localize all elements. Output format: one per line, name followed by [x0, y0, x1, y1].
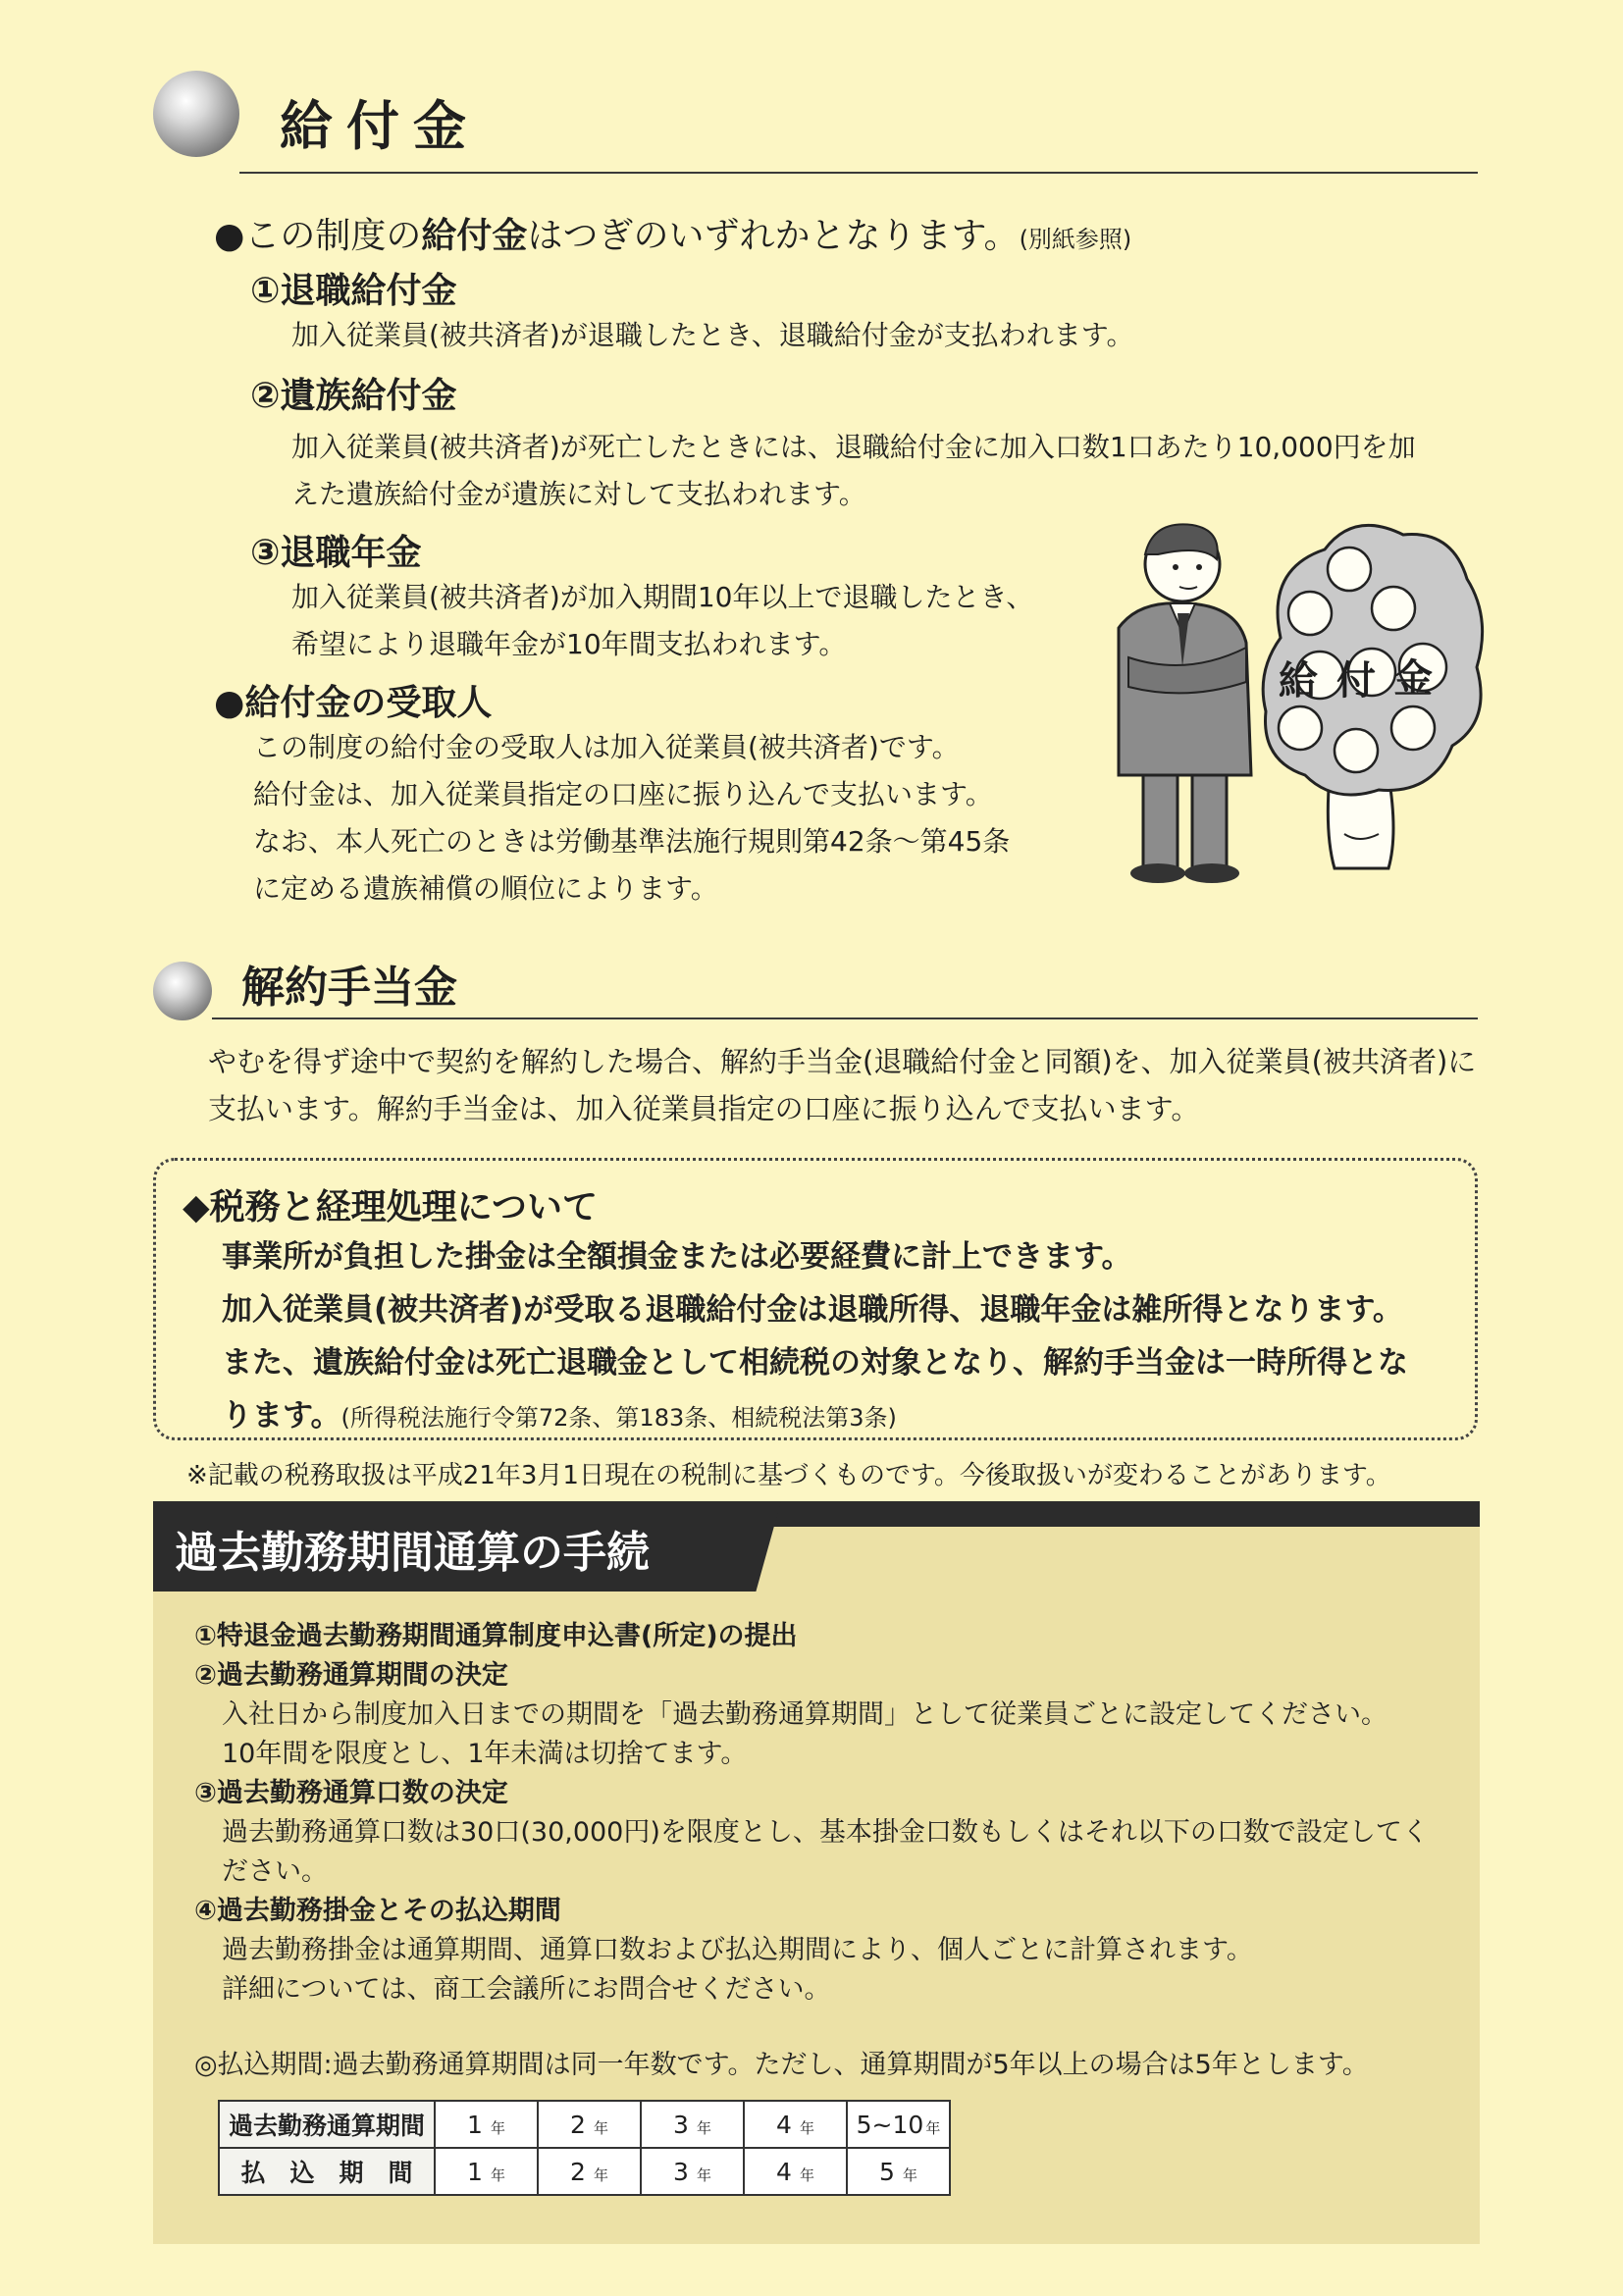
- tax-line: また、遺族給付金は死亡退職金として相続税の対象となり、解約手当金は一時所得とな: [222, 1345, 1408, 1381]
- step-title: ④過去勤務掛金とその払込期間: [194, 1896, 561, 1926]
- item-line: 希望により退職年金が10年間支払われます。: [291, 628, 847, 660]
- tax-line: 事業所が負担した掛金は全額損金または必要経費に計上できます。: [222, 1239, 1132, 1275]
- past-service-banner: [153, 1501, 1480, 1592]
- cancellation-rule: [212, 1018, 1478, 1019]
- tree-label-2: 付: [1336, 657, 1376, 704]
- item-line: 加入従業員(被共済者)が死亡したときには、退職給付金に加入口数1口あたり10,000円を加: [291, 431, 1416, 463]
- section-sphere-icon: [153, 71, 239, 157]
- recipient-line: この制度の給付金の受取人は加入従業員(被共済者)です。: [253, 731, 960, 763]
- tax-last-note: (所得税法施行令第72条、第183条、相続税法第3条): [340, 1404, 897, 1432]
- recipient-line: なお、本人死亡のときは労働基準法施行規則第42条〜第45条: [253, 825, 1011, 858]
- tree-label-3: 金: [1393, 655, 1433, 702]
- recipient-title: ●給付金の受取人: [214, 683, 493, 723]
- step-title: ②過去勤務通算期間の決定: [194, 1660, 508, 1691]
- banner-bar: [742, 1501, 1480, 1527]
- step-line: 入社日から制度加入日までの期間を「過去勤務通算期間」として従業員ごとに設定してください。: [222, 1699, 1387, 1730]
- payment-period-table: [218, 2100, 951, 2196]
- item-title-pension: ③退職年金: [250, 533, 422, 573]
- item-text-retirement: [291, 312, 1134, 359]
- item-line: 加入従業員(被共済者)が退職したとき、退職給付金が支払われます。: [291, 319, 1134, 351]
- table-cell: 1 年: [435, 2101, 538, 2148]
- benefits-heading: 給付金: [280, 95, 480, 157]
- step-title: ①特退金過去勤務期間通算制度申込書(所定)の提出: [194, 1621, 798, 1651]
- step-line: 詳細については、商工会議所にお問合せください。: [222, 1974, 831, 2005]
- intro-suffix: はつぎのいずれかとなります。: [527, 216, 1020, 256]
- table-row: [219, 2101, 950, 2148]
- intro-note: (別紙参照): [1019, 226, 1132, 253]
- recipient-text: [253, 724, 1010, 913]
- tax-last-main: ります。: [222, 1398, 341, 1434]
- recipient-line: に定める遺族補償の順位によります。: [253, 872, 718, 905]
- table-cell: 4 年: [744, 2148, 847, 2195]
- item-line: 加入従業員(被共済者)が加入期間10年以上で退職したとき、: [291, 581, 1034, 613]
- table-cell: 1 年: [435, 2148, 538, 2195]
- cancellation-heading: 解約手当金: [241, 963, 457, 1013]
- benefits-rule: [239, 172, 1478, 174]
- table-cell: 2 年: [538, 2148, 641, 2195]
- item-line: えた遺族給付金が遺族に対して支払われます。: [291, 478, 866, 510]
- banner-title: 過去勤務期間通算の手続: [175, 1528, 650, 1578]
- step-title: ③過去勤務通算口数の決定: [194, 1778, 508, 1808]
- benefits-intro: [214, 208, 1131, 258]
- tax-line: [222, 1389, 1408, 1444]
- tax-line: 加入従業員(被共済者)が受取る退職給付金は退職所得、退職年金は雑所得となります。: [222, 1292, 1403, 1328]
- section-sphere-icon: [153, 962, 212, 1020]
- tree-label-1: 給: [1279, 657, 1318, 704]
- table-cell: 3 年: [641, 2101, 744, 2148]
- intro-prefix: ●この制度の: [214, 216, 422, 256]
- past-service-steps: [194, 1617, 1429, 2009]
- cancellation-line: やむを得ず途中で契約を解約した場合、解約手当金(退職給付金と同額)を、加入従業員(被共済者)に: [208, 1045, 1477, 1078]
- table-cell: 4 年: [744, 2101, 847, 2148]
- table-cell: 5 年: [847, 2148, 950, 2195]
- cancellation-line: 支払います。解約手当金は、加入従業員指定の口座に振り込んで支払います。: [208, 1092, 1200, 1125]
- table-cell: 2 年: [538, 2101, 641, 2148]
- step-line: 過去勤務掛金は通算期間、通算口数および払込期間により、個人ごとに計算されます。: [222, 1935, 1253, 1965]
- payment-note: ◎払込期間:過去勤務通算期間は同一年数です。ただし、通算期間が5年以上の場合は5年とします。: [194, 2050, 1369, 2080]
- item-text-pension: [291, 574, 1033, 668]
- step-line: 過去勤務通算口数は30口(30,000円)を限度とし、基本掛金口数もしくはそれ以下の口数で設定してく: [222, 1817, 1429, 1848]
- recipient-line: 給付金は、加入従業員指定の口座に振り込んで支払います。: [253, 778, 993, 810]
- table-row-header: 過去勤務通算期間: [219, 2101, 435, 2148]
- intro-bold: 給付金: [421, 216, 528, 256]
- cancellation-text: [208, 1038, 1476, 1132]
- item-title-retirement: ①退職給付金: [250, 271, 457, 311]
- step-line: ださい。: [222, 1856, 328, 1887]
- man-and-tree-illustration: [1099, 510, 1492, 903]
- tax-footnote: ※記載の税務取扱は平成21年3月1日現在の税制に基づくものです。今後取扱いが変わることがあります。: [186, 1461, 1391, 1490]
- table-cell: 3 年: [641, 2148, 744, 2195]
- item-text-survivor: [291, 424, 1416, 518]
- item-title-survivor: ②遺族給付金: [250, 376, 457, 416]
- table-cell: 5~10 年: [847, 2101, 950, 2148]
- step-line: 10年間を限度とし、1年未満は切捨てます。: [222, 1739, 748, 1769]
- table-row-header: 払 込 期 間: [219, 2148, 435, 2195]
- table-row: [219, 2148, 950, 2195]
- tax-title: ◆税務と経理処理について: [183, 1187, 598, 1227]
- tax-text: [222, 1230, 1408, 1444]
